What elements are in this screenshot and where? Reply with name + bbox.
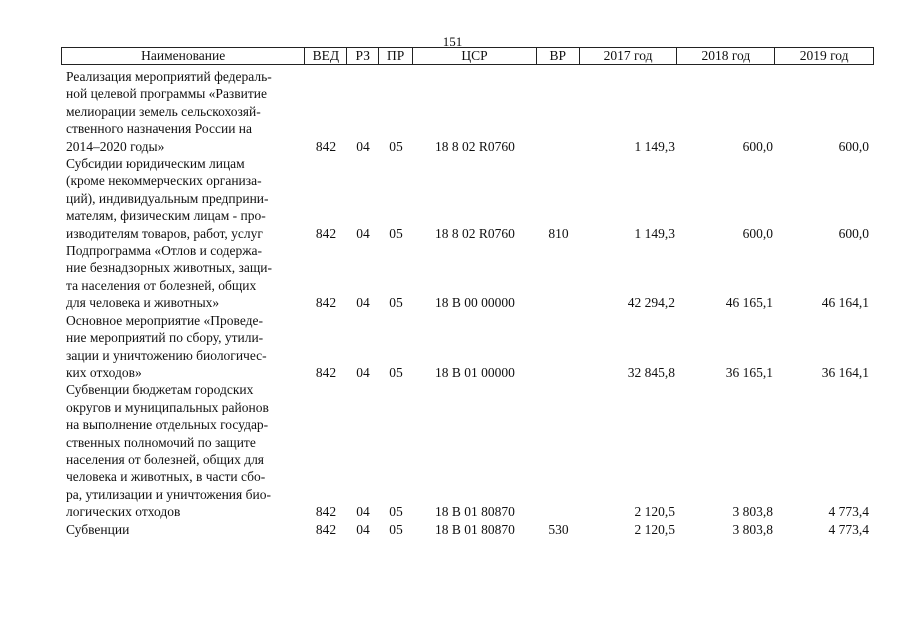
cell-2019: 600,0 <box>838 138 869 154</box>
cell-ved: 842 <box>315 521 337 537</box>
table-header <box>61 47 874 65</box>
header-pr: ПР <box>379 48 413 64</box>
table-row <box>66 312 874 382</box>
row-name-line: (кроме некоммерческих организа- <box>66 173 262 189</box>
cell-rz: 04 <box>356 364 370 380</box>
row-name-line: та населения от болезней, общих <box>66 277 257 293</box>
cell-2017: 1 149,3 <box>634 138 675 154</box>
cell-2018: 600,0 <box>742 225 773 241</box>
cell-2019: 36 164,1 <box>821 364 869 380</box>
cell-2017: 2 120,5 <box>634 504 675 520</box>
row-name-line: ственного назначения России на <box>66 121 253 137</box>
cell-2018: 600,0 <box>742 138 773 154</box>
cell-pr: 05 <box>389 504 403 520</box>
row-name <box>66 312 305 382</box>
table-row <box>66 242 874 312</box>
cell-rz: 04 <box>356 225 370 241</box>
table-row <box>66 521 874 538</box>
row-name <box>66 242 305 312</box>
cell-2019: 46 164,1 <box>821 295 869 311</box>
cell-rz: 04 <box>356 295 370 311</box>
row-name-line: зации и уничтожению биологичес- <box>66 347 267 363</box>
cell-2017: 2 120,5 <box>634 521 675 537</box>
header-2017: 2017 год <box>580 48 678 64</box>
row-name-line: 2014–2020 годы» <box>66 138 165 154</box>
row-name-line: человека и животных, в части сбо- <box>66 469 266 485</box>
cell-2017: 32 845,8 <box>627 364 675 380</box>
row-name-line: мелиорации земель сельскохозяй- <box>66 103 261 119</box>
row-name <box>66 68 305 155</box>
row-name <box>66 521 305 538</box>
cell-pr: 05 <box>389 225 403 241</box>
row-name <box>66 155 305 242</box>
row-name-line: изводителям товаров, работ, услуг <box>66 225 263 241</box>
cell-pr: 05 <box>389 138 403 154</box>
cell-ved: 842 <box>315 138 337 154</box>
header-ved: ВЕД <box>305 48 347 64</box>
header-2019: 2019 год <box>799 48 849 63</box>
cell-csr: 18 В 01 80870 <box>435 521 515 537</box>
row-name-line: ций), индивидуальным предприни- <box>66 190 269 206</box>
cell-2019: 4 773,4 <box>828 504 869 520</box>
row-name-line: Субвенции <box>66 521 130 537</box>
cell-2017: 42 294,2 <box>627 295 675 311</box>
row-name-line: мателям, физическим лицам - про- <box>66 208 266 224</box>
cell-csr: 18 В 01 00000 <box>435 364 515 380</box>
cell-2019: 600,0 <box>838 225 869 241</box>
row-name-line: ние мероприятий по сбору, утили- <box>66 330 264 346</box>
header-csr: ЦСР <box>413 48 537 64</box>
cell-ved: 842 <box>315 225 337 241</box>
table-row <box>66 381 874 520</box>
cell-rz: 04 <box>356 504 370 520</box>
page-number: 151 <box>442 34 463 49</box>
header-name: Наименование <box>62 48 305 64</box>
cell-pr: 05 <box>389 295 403 311</box>
header-2018: 2018 год <box>677 48 775 64</box>
row-name-line: логических отходов <box>66 504 181 520</box>
row-name-line: ственных полномочий по защите <box>66 434 256 450</box>
cell-ved: 842 <box>315 364 337 380</box>
cell-vr: 530 <box>548 521 569 537</box>
row-name-line: Подпрограмма «Отлов и содержа- <box>66 243 263 259</box>
row-name-line: округов и муниципальных районов <box>66 399 269 415</box>
cell-pr: 05 <box>389 521 403 537</box>
row-name-line: Основное мероприятие «Проведе- <box>66 312 263 328</box>
cell-2019: 4 773,4 <box>828 521 869 537</box>
cell-vr: 810 <box>548 225 569 241</box>
cell-2018: 46 165,1 <box>725 295 773 311</box>
row-name-line: Реализация мероприятий федераль- <box>66 69 272 84</box>
row-name-line: ких отходов» <box>66 364 142 380</box>
cell-2018: 3 803,8 <box>732 521 773 537</box>
cell-csr: 18 8 02 R0760 <box>435 225 515 241</box>
header-vr: ВР <box>537 48 580 64</box>
row-name-line: населения от болезней, общих для <box>66 451 265 467</box>
table-row <box>66 68 874 155</box>
table-row <box>66 155 874 242</box>
row-name <box>66 381 305 520</box>
cell-csr: 18 8 02 R0760 <box>435 138 515 154</box>
row-name-line: ра, утилизации и уничтожения био- <box>66 486 271 502</box>
table-body <box>66 68 874 538</box>
cell-2018: 36 165,1 <box>725 364 773 380</box>
header-rz: РЗ <box>347 48 379 64</box>
cell-ved: 842 <box>315 295 337 311</box>
row-name-line: для человека и животных» <box>66 295 220 311</box>
cell-rz: 04 <box>356 521 370 537</box>
cell-ved: 842 <box>315 504 337 520</box>
cell-csr: 18 В 01 80870 <box>435 504 515 520</box>
cell-rz: 04 <box>356 138 370 154</box>
cell-csr: 18 В 00 00000 <box>435 295 515 311</box>
cell-2017: 1 149,3 <box>634 225 675 241</box>
cell-pr: 05 <box>389 364 403 380</box>
cell-2018: 3 803,8 <box>732 504 773 520</box>
row-name-line: ной целевой программы «Развитие <box>66 86 267 102</box>
row-name-line: Субвенции бюджетам городских <box>66 382 254 398</box>
row-name-line: ние безнадзорных животных, защи- <box>66 260 272 276</box>
row-name-line: Субсидии юридическим лицам <box>66 156 245 172</box>
row-name-line: на выполнение отдельных государ- <box>66 417 269 433</box>
